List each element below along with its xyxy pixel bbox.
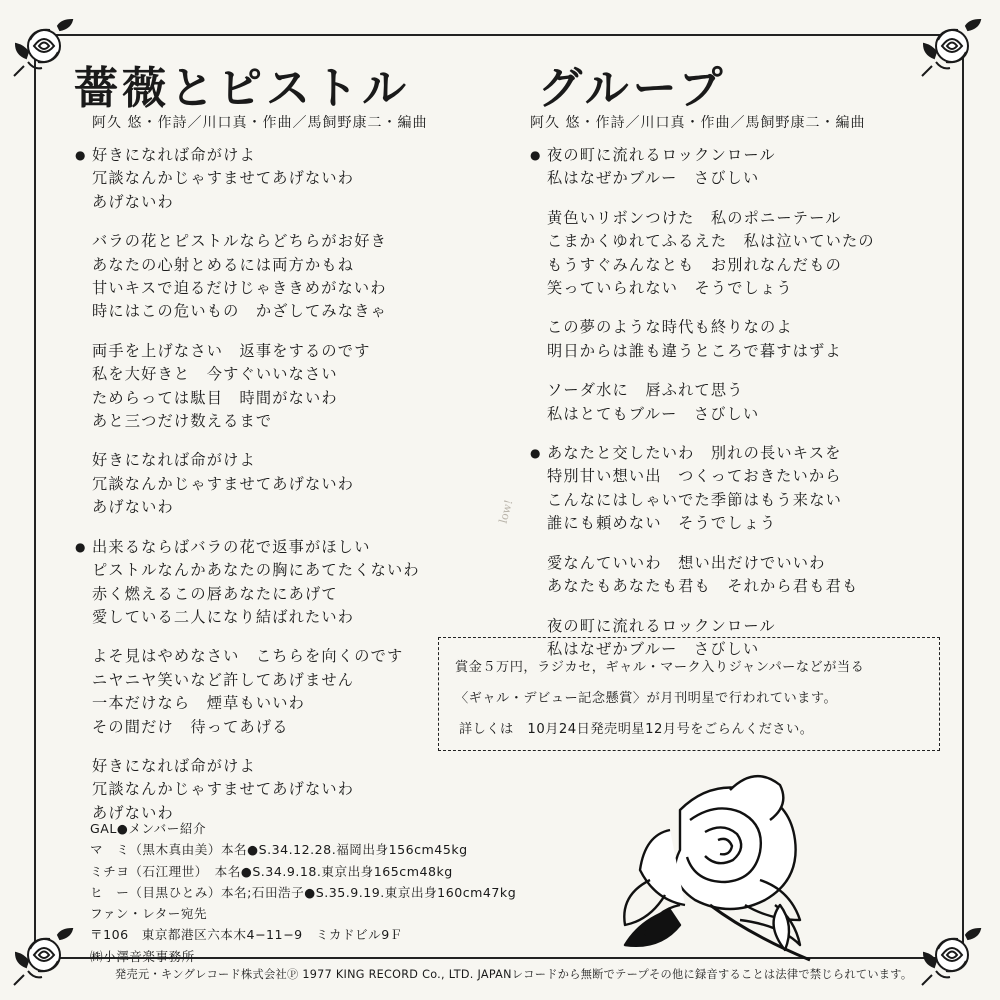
lyric-stanza (92, 144, 420, 214)
lyric-stanza (92, 755, 420, 825)
lyric-stanza (92, 340, 420, 434)
lyric-line: あなたもあなたも君も それから君も君も (547, 577, 859, 596)
lyric-line: 一本だけなら 煙草もいいわ (92, 694, 306, 713)
lyric-line: 夜の町に流れるロックンロール (547, 616, 776, 635)
lyric-line: 赤く燃えるこの唇あなたにあげて (92, 584, 338, 603)
footer-notice: 発売元・キングレコード株式会社Ⓟ 1977 KING RECORD Co., LTD. JAPANレコードから無断でテープその他に録音することは法律で禁じられています。 (115, 968, 913, 981)
lyric-line: ● あなたと交したいわ 別れの長いキスを (547, 442, 875, 465)
members-heading: GAL●メンバー紹介 (90, 821, 207, 836)
lyric-line: ● 夜の町に流れるロックンロール (547, 144, 875, 167)
lyric-stanza (547, 379, 875, 426)
fan-letter-heading: ファン・レター宛先 (90, 906, 208, 922)
lyric-line: こんなにはしゃいでた季節はもう来ない (547, 490, 842, 509)
left-song-title: 薔薇とピストル (74, 63, 410, 114)
rose-icon (918, 925, 982, 989)
lyric-stanza (92, 645, 420, 739)
lyric-line: もうすぐみんなとも お別れなんだもの (547, 255, 842, 274)
lyric-line: 好きになれば命がけよ (92, 451, 256, 470)
lyric-line: あげないわ (92, 803, 174, 822)
notice-line: 〈ギャル・デビュー記念懸賞〉が月刊明星で行われています。 (455, 691, 838, 706)
lyric-stanza (547, 316, 875, 363)
lyric-line: ニヤニヤ笑いなど許してあげません (92, 670, 355, 689)
lyric-line: バラの花とピストルならどちらがお好き (92, 232, 387, 251)
lyric-stanza (92, 536, 420, 630)
member-line: ヒ ー（目黒ひとみ）本名;石田浩子●S.35.9.19.東京出身160cm47kg (90, 884, 517, 900)
lyric-line: 両手を上げなさい 返事をするのです (92, 341, 371, 360)
lyric-line: 愛なんていいわ 想い出だけでいいわ (547, 553, 826, 572)
lyric-line: ピストルなんかあなたの胸にあてたくないわ (92, 561, 420, 580)
lyric-stanza (547, 552, 875, 599)
left-song-lyrics (92, 144, 420, 841)
lyric-line: 私はとてもブルー さびしい (547, 404, 760, 423)
lyric-stanza (92, 230, 420, 324)
lyric-line: 愛している二人になり結ばれたいわ (92, 607, 355, 626)
pencil-mark: low! (496, 498, 516, 525)
lyric-line: 冗談なんかじゃすませてあげないわ (92, 169, 355, 188)
member-introduction (90, 818, 516, 967)
notice-line: 賞金５万円，ラジカセ，ギャル・マーク入りジャンパーなどが当る (455, 660, 865, 675)
lyric-line: よそ見はやめなさい こちらを向くのです (92, 647, 404, 666)
rose-icon (10, 925, 74, 989)
notice-line: 詳しくは 10月24日発売明星12月号をごらんください。 (459, 722, 814, 737)
right-song-credits: 阿久 悠・作詩／川口真・作曲／馬飼野康二・編曲 (530, 115, 866, 131)
lyric-line: 好きになれば命がけよ (92, 756, 256, 775)
lyric-line: あげないわ (92, 192, 174, 211)
lyric-line: その間だけ 待ってあげる (92, 717, 289, 736)
lyric-line: あと三つだけ数えるまで (92, 412, 273, 431)
lyric-line: 時にはこの危いもの かざしてみなきゃ (92, 302, 387, 321)
member-line: ミチヨ（石江理世） 本名●S.34.9.18.東京出身165cm48kg (90, 863, 453, 879)
lyric-line: こまかくゆれてふるえた 私は泣いていたの (547, 232, 875, 251)
lyric-line: この夢のような時代も終りなのよ (547, 318, 793, 337)
lyric-line: 私はなぜかブルー さびしい (547, 639, 760, 658)
lyric-line: あなたの心射とめるには両方かもね (92, 255, 355, 274)
member-line: マ ミ（黒木真由美）本名●S.34.12.28.福岡出身156cm45kg (90, 842, 468, 858)
lyric-line: 明日からは誰も違うところで暮すはずよ (547, 341, 842, 360)
rose-icon (918, 16, 982, 80)
lyric-line: ソーダ水に 唇ふれて思う (547, 381, 744, 400)
lyric-line: ● 出来るならばバラの花で返事がほしい (92, 536, 420, 559)
lyric-stanza (92, 449, 420, 519)
right-song-lyrics (547, 144, 875, 677)
lyric-line: 冗談なんかじゃすませてあげないわ (92, 474, 355, 493)
lyric-stanza (547, 207, 875, 301)
lyric-line: ● 好きになれば命がけよ (92, 144, 420, 167)
lyric-line: 私はなぜかブルー さびしい (547, 169, 760, 188)
lyric-stanza (547, 144, 875, 191)
lyric-line: あげないわ (92, 498, 174, 517)
lyric-stanza (547, 442, 875, 536)
lyric-line: 甘いキスで迫るだけじゃききめがないわ (92, 279, 387, 298)
lyric-line: 黄色いリボンつけた 私のポニーテール (547, 208, 842, 227)
lyric-line: 私を大好きと 今すぐいいなさい (92, 365, 338, 384)
address-line: 〒106 東京都港区六本木4−11−9 ミカドビル9Ｆ (90, 927, 403, 943)
lyric-line: 笑っていられない そうでしょう (547, 279, 793, 298)
contest-notice (438, 637, 940, 751)
rose-icon (10, 16, 74, 80)
right-song-title: グループ (538, 63, 727, 114)
lyric-line: 誰にも頼めない そうでしょう (547, 514, 777, 533)
lyric-line: 特別甘い想い出 つくっておきたいから (547, 467, 842, 486)
lyric-line: 冗談なんかじゃすませてあげないわ (92, 780, 355, 799)
left-song-credits: 阿久 悠・作詩／川口真・作曲／馬飼野康二・編曲 (92, 115, 428, 131)
agency-line: ㈱小澤音楽事務所 (90, 948, 195, 964)
rose-illustration-icon (610, 770, 825, 965)
lyric-line: ためらっては駄目 時間がないわ (92, 388, 338, 407)
